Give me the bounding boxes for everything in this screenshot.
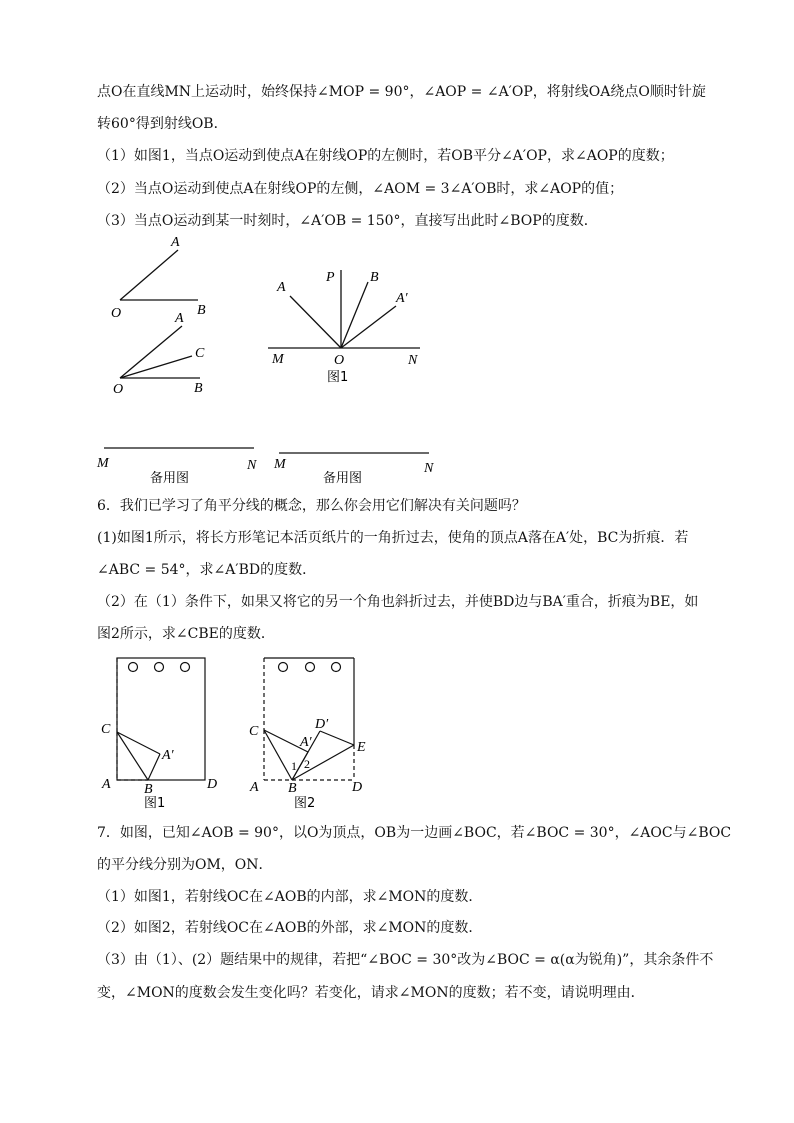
p7-q3-line1: （3）由（1）、(2）题结果中的规律，若把“∠BOC = 30°改为∠BOC = α(α为锐角)”，其余条件不: [97, 952, 714, 968]
notebook-page-1: [117, 658, 205, 780]
label-b-fig1: B: [370, 270, 379, 285]
label-m: M: [272, 352, 284, 367]
p6f2-e: E: [357, 740, 366, 755]
ring-hole: [332, 663, 341, 672]
spare2-n: N: [424, 461, 434, 476]
p7-q2: （2）如图2，若射线OC在∠AOB的外部，求∠MON的度数．: [97, 920, 483, 936]
p6-q1-line2: ∠ABC = 54°，求∠A′BD的度数．: [97, 562, 317, 578]
label-n: N: [408, 353, 418, 368]
spare1-caption: 备用图: [150, 471, 190, 486]
spare1-n: N: [247, 458, 257, 473]
label-a: A: [171, 235, 180, 250]
p5-question-3: （3）当点O运动到某一时刻时，∠A′OB = 150°，直接写出此时∠BOP的度数．: [97, 213, 598, 229]
p6-fig1: [117, 658, 205, 780]
ray-oa-fig1: [290, 296, 341, 348]
ring-hole: [306, 663, 315, 672]
label-c: C: [195, 346, 205, 361]
p6f2-caption: 图2: [294, 796, 316, 811]
p6f2-a-prime: A′: [300, 735, 312, 750]
ray-oa: [120, 250, 178, 300]
ring-hole: [155, 663, 164, 672]
angle-aocb-figure: [120, 326, 200, 378]
p6f2-angle-1: 1: [291, 759, 297, 773]
p7-q1: （1）如图1，若射线OC在∠AOB的内部，求∠MON的度数．: [97, 889, 483, 905]
ring-hole: [129, 663, 138, 672]
p7-line1: 7．如图，已知∠AOB = 90°，以O为顶点，OB为一边画∠BOC，若∠BOC = 30°，∠AOC与∠BOC: [97, 825, 732, 841]
p7-line2: 的平分线分别为OM，ON．: [97, 857, 273, 873]
p5-question-1: （1）如图1，当点O运动到使点A在射线OP的左侧时，若OB平分∠A′OP，求∠AOP的度数；: [97, 148, 674, 164]
folded-de: [320, 731, 354, 745]
p6f1-a: A: [102, 777, 111, 792]
p6-q1-line1: (1)如图1所示，将长方形笔记本活页纸片的一角折过去，使角的顶点A落在A′处，BC为折痕．若: [97, 530, 689, 546]
label-o2: O: [113, 382, 124, 397]
label-o-fig1: O: [334, 353, 345, 368]
p6f2-c: C: [249, 724, 259, 739]
p6f2-angle-2: 2: [304, 757, 310, 771]
label-b: B: [197, 303, 206, 318]
angle-aob-figure: [120, 250, 198, 300]
ray-oc: [120, 356, 192, 378]
p6f2-a: A: [250, 780, 259, 795]
p6-q2-line2: 图2所示，求∠CBE的度数．: [97, 626, 275, 642]
p6f1-a-prime: A′: [162, 748, 174, 763]
p6f2-d: D: [352, 780, 363, 795]
spare2-caption: 备用图: [323, 471, 363, 486]
p5-question-2: （2）当点O运动到使点A在射线OP的左侧，∠AOM = 3∠A′OB时，求∠AOP的值；: [97, 181, 624, 197]
label-a-fig1: A: [277, 280, 286, 295]
crease-be: [292, 745, 354, 780]
p6f1-caption: 图1: [144, 796, 166, 811]
fig1-rays: [268, 270, 420, 348]
spare1-m: M: [97, 456, 109, 471]
label-b2: B: [194, 381, 203, 396]
p7-q3-line2: 变，∠MON的度数会发生变化吗？若变化，请求∠MON的度数；若不变，请说明理由．: [97, 985, 645, 1001]
label-a-prime: A′: [396, 291, 408, 306]
p6f2-d-prime: D′: [315, 717, 329, 732]
label-o: O: [111, 306, 122, 321]
p6f2-b: B: [288, 781, 297, 796]
p6-q2-line1: （2）在（1）条件下，如果又将它的另一个角也斜折过去，并使BD边与BA′重合，折痕为BE，如: [97, 594, 699, 610]
p6f1-d: D: [207, 777, 218, 792]
label-p: P: [326, 270, 335, 285]
p6f1-b: B: [144, 782, 153, 797]
crease-bc: [117, 732, 148, 780]
caption-fig1: 图1: [327, 370, 349, 385]
p6f1-c: C: [101, 722, 111, 737]
p6-title: 6．我们已学习了角平分线的概念，那么你会用它们解决有关问题吗？: [97, 498, 526, 514]
p5-intro-line2: 转60°得到射线OB．: [97, 116, 228, 132]
label-a2: A: [175, 311, 184, 326]
spare2-m: M: [274, 457, 286, 472]
ray-oa2: [120, 326, 182, 378]
ring-hole: [181, 663, 190, 672]
p5-intro-line1: 点O在直线MN上运动时，始终保持∠MOP = 90°，∠AOP = ∠A′OP，将射线OA绕点O顺时针旋: [97, 84, 706, 100]
folded-ab: [148, 754, 160, 780]
ring-hole: [279, 663, 288, 672]
